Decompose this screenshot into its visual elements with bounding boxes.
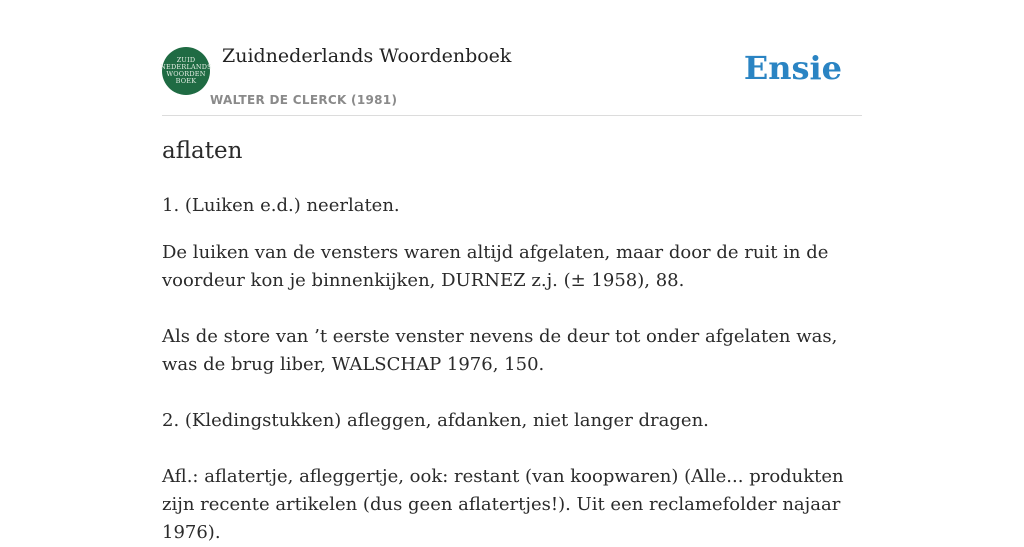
logo-line: ZUID bbox=[176, 56, 196, 64]
entry-headword: aflaten bbox=[162, 138, 243, 164]
page bbox=[160, 0, 862, 543]
definition-2: 2. (Kledingstukken) afleggen, afdanken, niet langer dragen. bbox=[162, 410, 709, 431]
dictionary-author: WALTER DE CLERCK (1981) bbox=[210, 93, 398, 107]
dictionary-logo[interactable] bbox=[162, 47, 210, 95]
dictionary-header bbox=[162, 0, 862, 116]
logo-line: NEDERLANDS bbox=[160, 63, 212, 71]
dictionary-title[interactable]: Zuidnederlands Woordenboek bbox=[222, 45, 512, 67]
example-2: Als de store van ’t eerste venster nevens de deur tot onder afgelaten was, was de brug liber, WALSCHAP 1976, 150. bbox=[162, 326, 838, 375]
logo-line: WOORDEN bbox=[166, 70, 206, 78]
logo-line: BOEK bbox=[175, 77, 197, 85]
definition-1: 1. (Luiken e.d.) neerlaten. bbox=[162, 195, 400, 216]
derivations: Afl.: aflatertje, afleggertje, ook: restant (van koopwaren) (Alle... produkten zijn recente artikelen (dus geen aflatertjes!). Uit een reclamefolder najaar 1976). bbox=[162, 466, 844, 543]
ensie-brand-link[interactable]: Ensie bbox=[743, 49, 842, 87]
example-1: De luiken van de vensters waren altijd afgelaten, maar door de ruit in de voordeur kon je binnenkijken, DURNEZ z.j. (± 1958), 88. bbox=[162, 242, 829, 291]
